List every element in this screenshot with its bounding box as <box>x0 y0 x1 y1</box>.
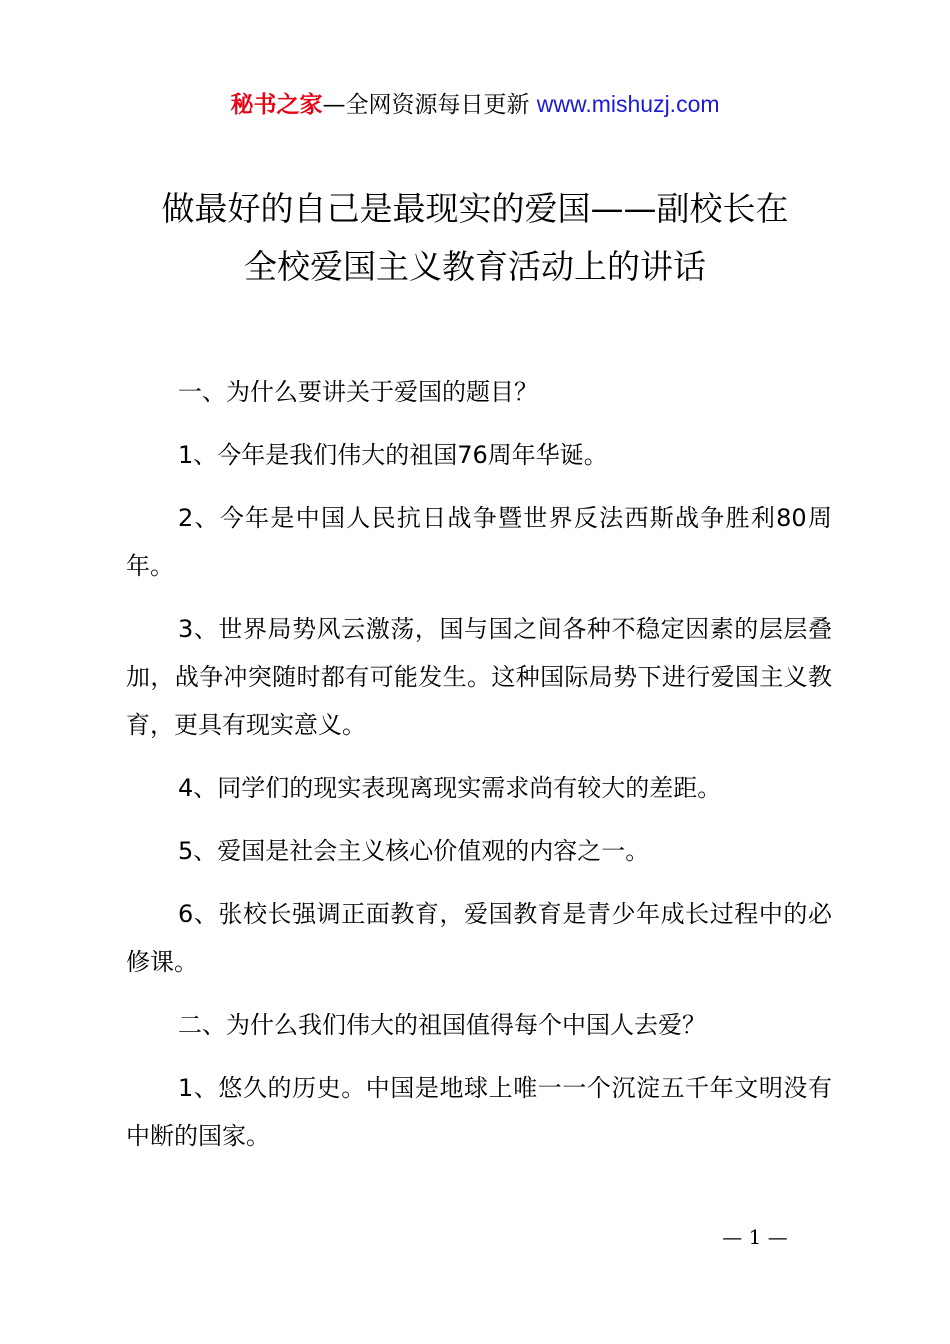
site-url-link[interactable]: www.mishuzj.com <box>536 91 720 117</box>
section-heading-2: 二、为什么我们伟大的祖国值得每个中国人去爱？ <box>178 1011 706 1039</box>
section-heading-1: 一、为什么要讲关于爱国的题目？ <box>178 378 538 406</box>
body-paragraph: 1、今年是我们伟大的祖国76周年华诞。 <box>178 441 608 469</box>
body-paragraph: 1、悠久的历史。中国是地球上唯一一个沉淀五千年文明没有中断的国家。 <box>126 1074 832 1150</box>
page-number: — 1 — <box>722 1225 788 1249</box>
body-paragraph: 6、张校长强调正面教育，爱国教育是青少年成长过程中的必修课。 <box>126 900 832 976</box>
document-title <box>100 180 850 296</box>
site-brand: 秘书之家 <box>230 92 323 118</box>
body-paragraph: 2、今年是中国人民抗日战争暨世界反法西斯战争胜利80周年。 <box>126 504 832 580</box>
body-paragraph: 4、同学们的现实表现离现实需求尚有较大的差距。 <box>178 774 722 802</box>
site-header <box>0 88 950 121</box>
body-paragraph: 3、世界局势风云激荡，国与国之间各种不稳定因素的层层叠加，战争冲突随时都有可能发生。这种国际局势下进行爱国主义教育，更具有现实意义。 <box>126 615 832 739</box>
document-body <box>126 368 832 1160</box>
site-tagline: —全网资源每日更新 <box>322 92 530 118</box>
body-paragraph: 5、爱国是社会主义核心价值观的内容之一。 <box>178 837 650 865</box>
title-line-1: 做最好的自己是最现实的爱国——副校长在 <box>161 189 789 228</box>
title-line-2: 全校爱国主义教育活动上的讲话 <box>244 247 706 286</box>
